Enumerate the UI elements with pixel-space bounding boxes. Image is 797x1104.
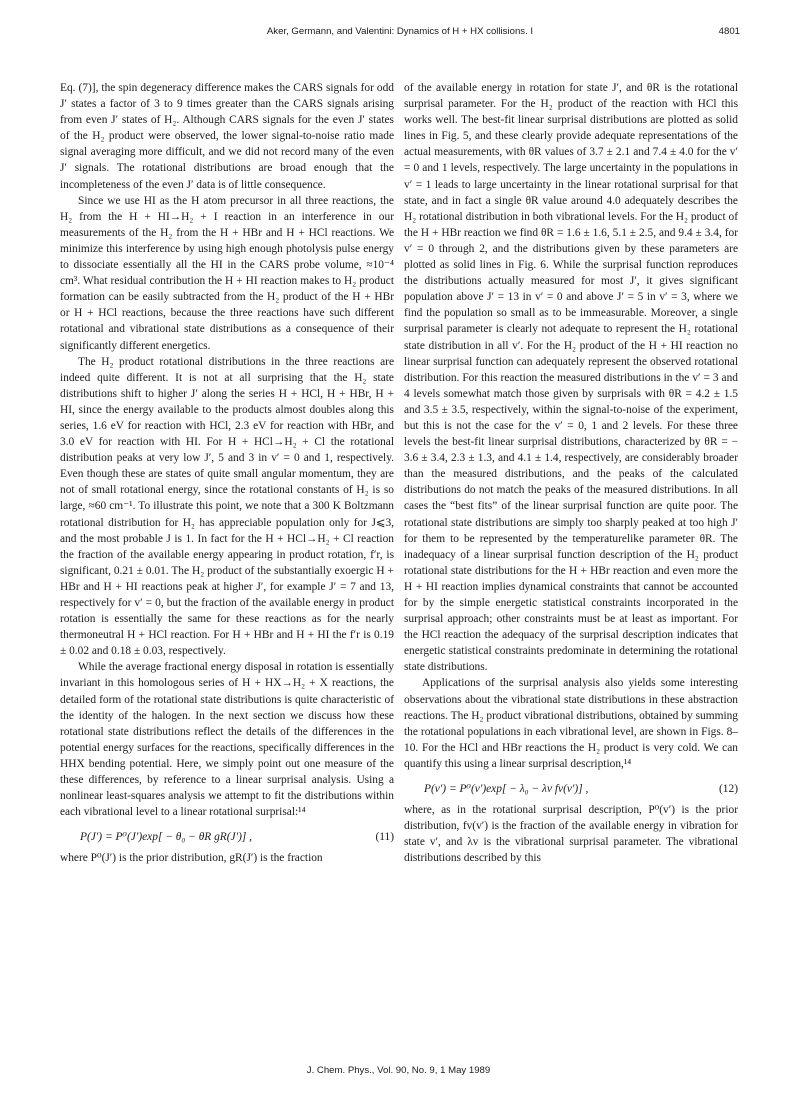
paragraph: While the average fractional energy disposal in rotation is essentially invariant in this homologous series of H + HX→H₂ + X reactions, the detailed form of the rotational state distributions is quite characteristic of the identity of the halogen. In the next section we discuss how these rotational state distributions reflect the details of the differences in the potential energy surfaces for the reactions, specifically differences in the HHX bending potential. Here, we simply point out one measure of the these differences, by reference to a linear surprisal analysis. Using a nonlinear least-squares analysis we attempt to fit the distributions within each vibrational level to a linear rotational surprisal:¹⁴: [60, 661, 394, 819]
equation-number: (11): [375, 831, 394, 844]
paragraph: Eq. (7)], the spin degeneracy difference makes the CARS signals for odd J′ states a factor of 3 to 9 times greater than the CARS signals arising from even J′ states of H₂. Although CARS signals for the even J′ states of the H₂ product were observed, the lower signal-to-noise ratio made signal averaging more difficult, and we did not record many of the even J′ signals. The rotational distributions are broad enough that the incompleteness of the even J′ data is of little consequence.: [60, 82, 394, 191]
paragraph: where P⁰(J′) is the prior distribution, gR(J′) is the fraction: [60, 852, 323, 865]
paragraph: Since we use HI as the H atom precursor in all three reactions, the H₂ from the H + HI→H₂ + I reaction in an interference in our measurements of the H₂ from the H + HBr and H + HCl reactions. We minimize this interference by using high enough photolysis pulse energy to dissociate essentially all the HI in the CARS probe volume, ≈10⁻⁴ cm³. What residual contribution the H + HI reaction makes to H₂ product formation can be easily subtracted from the H₂ product of the H + HBr or H + HCl reactions, because the three reactions have such different rotational and vibrational state distributions as a consequence of their significantly different energetics.: [60, 194, 394, 352]
paragraph: Applications of the surprisal analysis also yields some interesting observations about the vibrational state distributions in these abstraction reactions. The H₂ product vibrational distributions, obtained by summing the rotational populations in each vibrational level, are shown in Figs. 8–10. For the HCl and HBr reactions the H₂ product is very cold. We can quantify this using a linear surprisal description,¹⁴: [404, 677, 738, 770]
paragraph: The H₂ product rotational distributions in the three reactions are indeed quite different. It is not at all surprising that the H₂ state distributions shift to higher J′ along the series H + HCl, H + HBr, H + HI, since the energy available to the products almost doubles along this series, 1.6 eV for reaction with HCl, 2.3 eV for reaction with HBr, and 3.0 eV for reaction with HI. For H + HCl→H₂ + Cl the rotational distribution peaks at very low J′, 5 and 3 in v′ = 0 and 1, respectively. Even though these are states of quite small angular momentum, they are not of small rotational energy, since the rotational constants of H₂ is so large, ≈60 cm⁻¹. To illustrate this point, we note that a 300 K Boltzmann rotational distribution for H₂ has appreciable population only for J⩽3, and the most probable J is 1. In fact for the H + HCl→H₂ + Cl reaction the fraction of the available energy appearing in product rotation, f′r, is significant, 0.21 ± 0.01. The H₂ product of the substantially exoergic H + HBr and H + HI reactions peak at higher J′, for example J′ = 7 and 13, respectively for v′ = 0, but the fraction of the available energy in product rotation is essentially the same for these reactions as for the nearly thermoneutral H + HCl reaction. For H + HBr and H + HI the f′r is 0.19 ± 0.02 and 0.18 ± 0.03, respectively.: [60, 355, 394, 658]
page-number: 4801: [718, 26, 740, 37]
page-footer: [0, 1065, 797, 1076]
paragraph: where, as in the rotational surprisal description, P⁰(v′) is the prior distribution, fv(v′) is the fraction of the available energy in vibration for state v′, and λv is the vibrational surprisal parameter. The vibrational distributions described by this: [404, 804, 738, 865]
equation-number: (12): [719, 783, 738, 796]
paragraph: of the available energy in rotation for state J′, and θR is the rotational surprisal parameter. For the H₂ product of the reaction with HCl this works well. The best-fit linear surprisal distributions are plotted as solid lines in Fig. 5, and these clearly provide adequate representations of the actual measurements, with θR values of 3.7 ± 2.1 and 7.4 ± 4.0 for the v′ = 0 and 1 levels, respectively. The large uncertainty in the populations in v′ = 1 leads to large uncertainty in the linear rotational surprisal for that state, and in fact a single θR value around 4.0 adequately describes the H₂ rotational distribution in both vibrational levels. For the H₂ product of the H + HBr reaction we find θR = 1.6 ± 1.6, 5.1 ± 2.5, and 9.4 ± 3.4, for v′ = 0 through 2, and the distributions given by these parameters are plotted as solid lines in Fig. 6. While the surprisal function reproduces the distributions actually measured for most J′, it gives significant population above J′ = 13 in v′ = 0 and above J′ = 5 in v′ = 3, where we find the population so small as to be immeasurable. Moreover, a single surprisal parameter is clearly not adequate to represent the H₂ rotational state distribution in all v′. For the H₂ product of the H + HI reaction no linear surprisal function can adequately represent the observed rotational distribution. For this reaction the measured distributions in the v′ = 3 and 4 levels somewhat match those given by surprisals with θR = 4.2 ± 1.5 and 3.5 ± 3.5, respectively, within the signal-to-noise of the experiment, but this is not the case for the v′ = 0, 1 and 2 levels. For these three levels the best-fit linear surprisal distributions, characterized by θR = − 3.6 ± 3.4, 2.3 ± 1.3, and 4.1 ± 1.4, respectively, are considerably broader than the measured distributions, and the peaks of the calculated distributions do not match the peaks of the measured distributions. In all cases the “best fits” of the linear surprisal function are quite poor. The rotational state distributions are simply too sharply peaked at too high J′ for them to be represented by the temperaturelike parameter θR. The inadequacy of a linear surprisal function description of the H₂ product rotational state distributions for the H + HBr reaction and even more the H + HI reaction implies dynamical constraints that cannot be accounted for by the simple energetic statistical constraints incorporated in the surprisal approach; other constraints must be at least as important. For the HCl reaction the adequacy of the surprisal description indicates that energetic statistical constraints predominate in determining the rotational state distributions.: [404, 82, 738, 674]
equation-expression: P(v′) = P⁰(v′)exp[ − λ₀ − λv fv(v′)] ,: [424, 783, 589, 796]
equation-expression: P(J′) = P⁰(J′)exp[ − θ₀ − θR gR(J′)] ,: [80, 831, 253, 844]
left-column: [60, 80, 394, 866]
journal-citation: J. Chem. Phys., Vol. 90, No. 9, 1 May 1989: [306, 1065, 491, 1076]
equation-11: [60, 826, 394, 848]
page-header: [60, 26, 740, 40]
equation-12: [404, 778, 738, 800]
running-title: Aker, Germann, and Valentini: Dynamics of H + HX collisions. I: [266, 26, 534, 37]
right-column: [404, 80, 738, 866]
